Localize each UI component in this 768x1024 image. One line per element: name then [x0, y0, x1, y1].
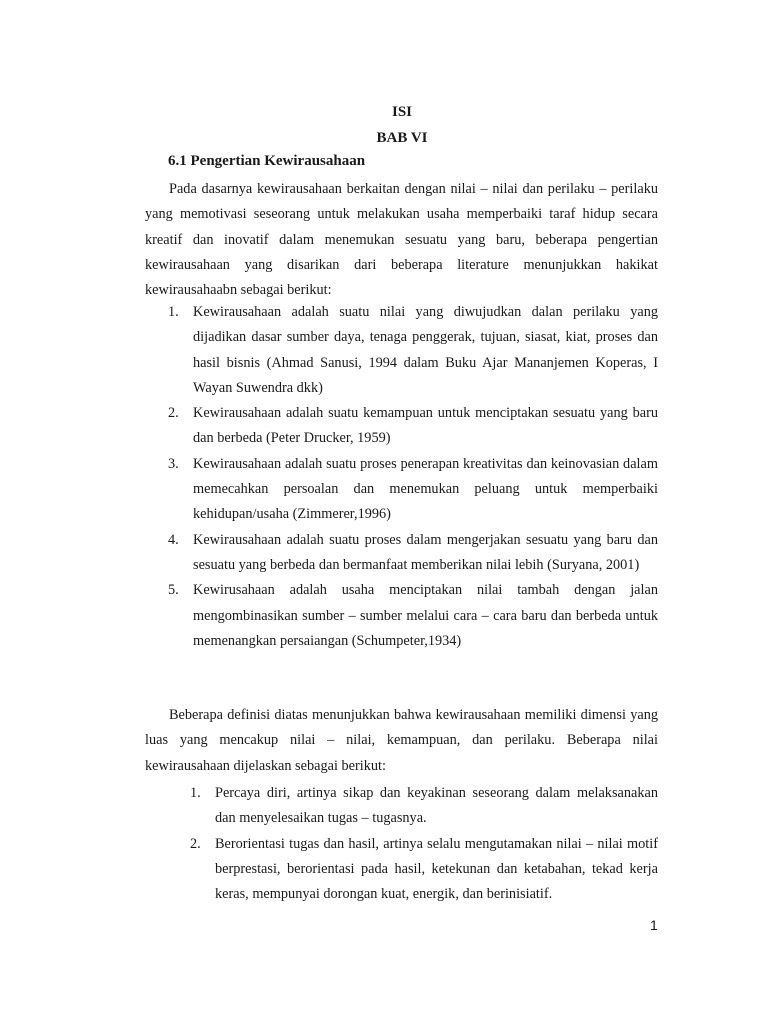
list-item	[168, 578, 658, 654]
list-item-text: Kewirausahaan adalah suatu proses penerapan kreativitas dan keinovasian dalam memecahkan persoalan dan menemukan peluang untuk memperbaiki kehidupan/usaha (Zimmerer,1996)	[193, 455, 658, 523]
chapter-title: BAB VI	[376, 130, 428, 146]
list-item	[168, 401, 658, 452]
list-number: 2.	[190, 835, 201, 852]
values-list	[190, 781, 658, 907]
list-item-text: Kewirausahaan adalah suatu proses dalam mengerjakan sesuatu yang baru dan sesuatu yang berbeda dan bermanfaat memberikan nilai lebih (Suryana, 2001)	[193, 531, 658, 573]
list-number: 2.	[168, 405, 179, 422]
list-item	[190, 781, 658, 832]
list-item	[168, 452, 658, 528]
intro-paragraph: Pada dasarnya kewirausahaan berkaitan dengan nilai – nilai dan perilaku – perilaku yang memotivasi seseorang untuk melakukan usaha memperbaiki taraf hidup secara kreatif dan inovatif dalam menemukan sesuatu yang baru, beberapa pengertian kewirausahaan yang disarikan dari beberapa literature menunjukkan hakikat kewirausahaabn sebagai berikut:	[145, 181, 658, 299]
list-item-text: Kewirausahaan adalah suatu nilai yang diwujudkan dalan perilaku yang dijadikan dasar sumber daya, tenaga penggerak, tujuan, siasat, kiat, proses dan hasil bisnis (Ahmad Sanusi, 1994 dalam Buku Ajar Mananjemen Koperas, I Wayan Suwendra dkk)	[193, 304, 658, 396]
list-item	[168, 528, 658, 579]
list-item-text: Kewirausahaan adalah suatu kemampuan untuk menciptakan sesuatu yang baru dan berbeda (Peter Drucker, 1959)	[193, 405, 658, 447]
list-number: 1.	[190, 785, 201, 801]
document-title: ISI	[391, 104, 413, 120]
list-item-text: Kewirusahaan adalah usaha menciptakan nilai tambah dengan jalan mengombinasikan sumber – sumber melalui cara – cara baru dan berbeda untuk memenangkan persaiangan (Schumpeter,1934)	[193, 582, 658, 649]
list-number: 3.	[168, 455, 179, 472]
list-item	[168, 300, 658, 401]
list-number: 4.	[168, 531, 179, 548]
list-item-text: Berorientasi tugas dan hasil, artinya selalu mengutamakan nilai – nilai motif berprestasi, berorientasi pada hasil, ketekunan dan ketabahan, tekad kerja keras, mempunyai dorongan kuat, energik, dan berinisiatif.	[215, 835, 658, 903]
list-item	[190, 832, 658, 908]
definitions-list	[168, 300, 658, 654]
list-item-text: Percaya diri, artinya sikap dan keyakinan seseorang dalam melaksanakan dan menyelesaikan tugas – tugasnya.	[215, 785, 658, 827]
page-number: 1	[650, 917, 658, 933]
list-number: 1.	[168, 304, 179, 320]
summary-paragraph: Beberapa definisi diatas menunjukkan bahwa kewirausahaan memiliki dimensi yang luas yang mencakup nilai – nilai, kemampuan, dan perilaku. Beberapa nilai kewirausahaan dijelaskan sebagai berikut:	[145, 707, 658, 774]
section-heading: 6.1 Pengertian Kewirausahaan	[168, 153, 366, 169]
list-number: 5.	[168, 582, 179, 599]
